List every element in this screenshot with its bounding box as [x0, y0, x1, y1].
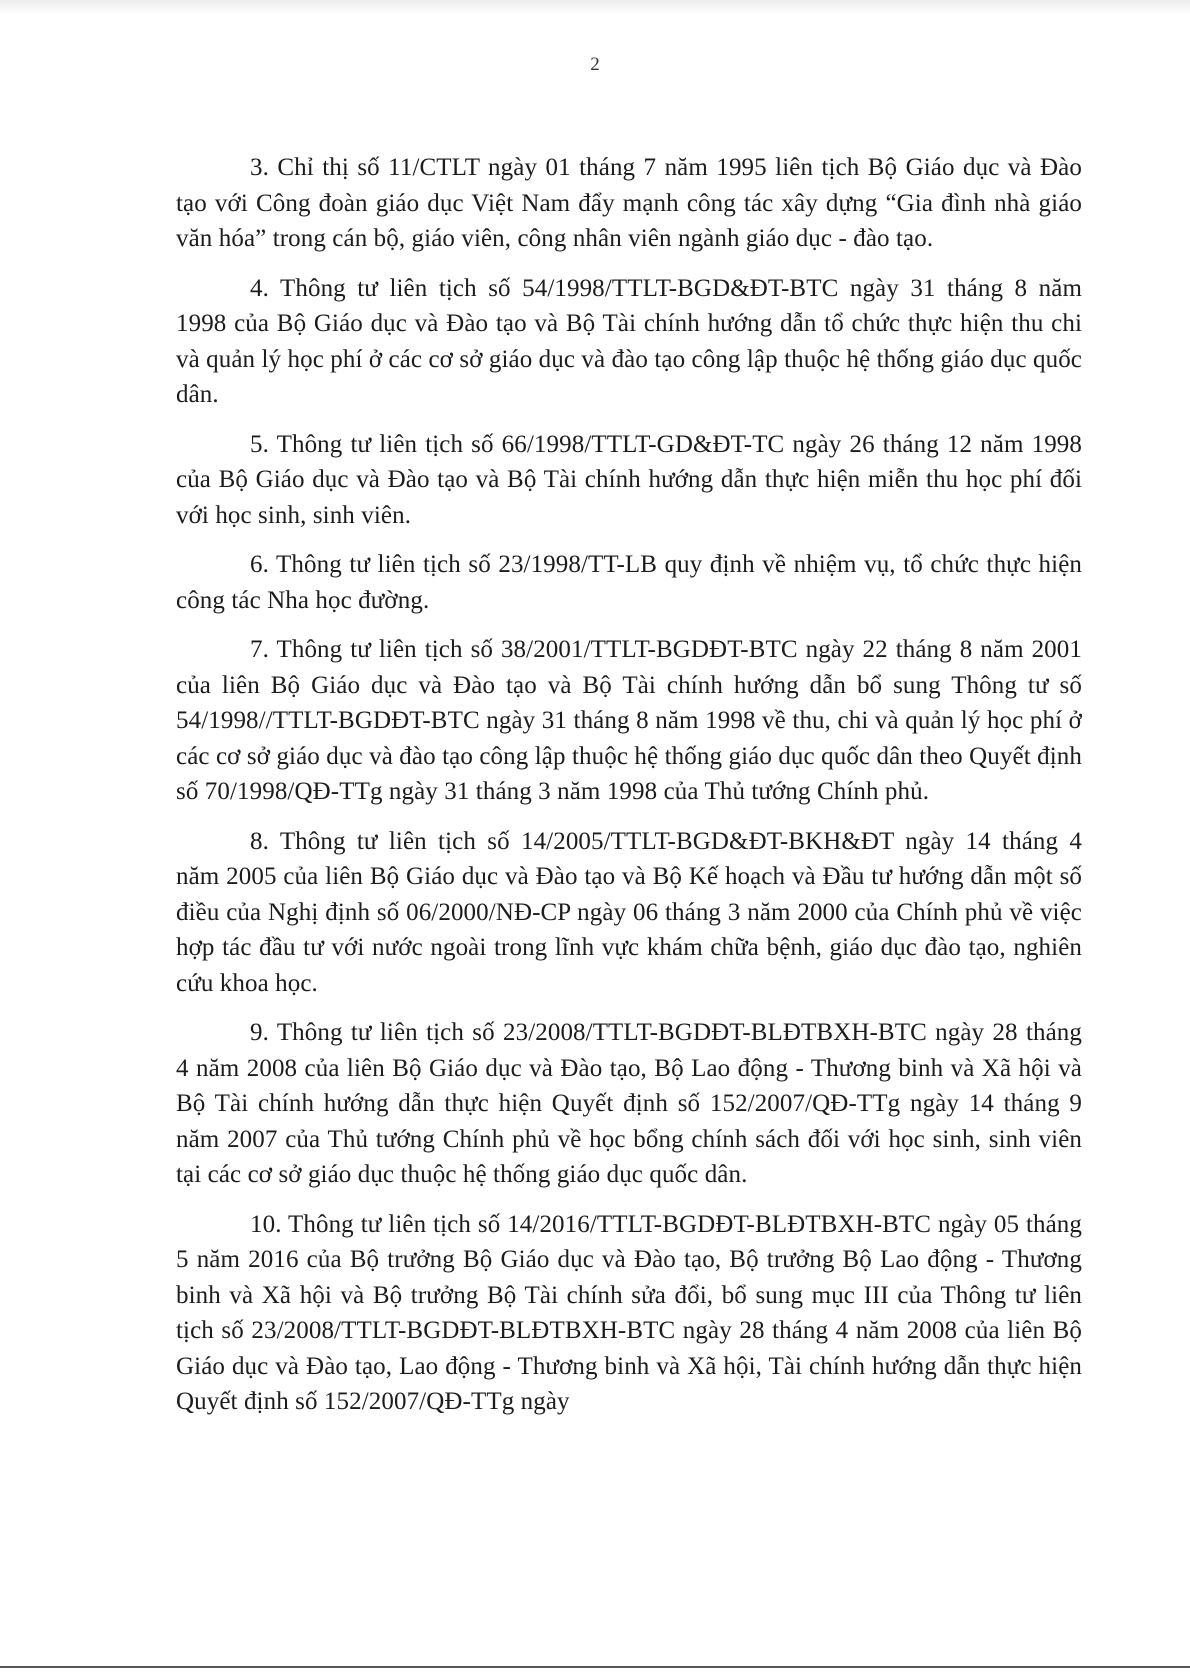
item-number: 10.	[250, 1210, 282, 1238]
list-item	[176, 427, 1082, 534]
item-number: 9.	[250, 1019, 269, 1046]
item-text: Thông tư liên tịch số 54/1998/TTLT-BGD&ĐT-BTC ngày 31 tháng 8 năm 1998 của Bộ Giáo dục và Đào tạo và Bộ Tài chính hướng dẫn tổ chức thực hiện thu chi và quản lý học phí ở các cơ sở giáo dục và đào tạo công lập thuộc hệ thống giáo dục quốc dân.	[176, 274, 1082, 408]
item-text: Thông tư liên tịch số 14/2016/TTLT-BGDĐT-BLĐTBXH-BTC ngày 05 tháng 5 năm 2016 của Bộ trưởng Bộ Giáo dục và Đào tạo, Bộ trưởng Bộ Lao động - Thương binh và Xã hội và Bộ trưởng Bộ Tài chính sửa đổi, bổ sung mục III của Thông tư liên tịch số 23/2008/TTLT-BGDĐT-BLĐTBXH-BTC ngày 28 tháng 4 năm 2008 của liên Bộ Giáo dục và Đào tạo, Lao động - Thương binh và Xã hội, Tài chính hướng dẫn thực hiện Quyết định số 152/2007/QĐ-TTg ngày	[176, 1210, 1082, 1415]
item-number: 6.	[250, 551, 269, 578]
scan-edge-top	[0, 0, 1190, 14]
item-text: Thông tư liên tịch số 23/1998/TT-LB quy định về nhiệm vụ, tổ chức thực hiện công tác Nha học đường.	[176, 551, 1082, 614]
item-text: Thông tư liên tịch số 23/2008/TTLT-BGDĐT-BLĐTBXH-BTC ngày 28 tháng 4 năm 2008 của liên Bộ Giáo dục và Đào tạo, Bộ Lao động - Thương binh và Xã hội và Bộ Tài chính hướng dẫn thực hiện Quyết định số 152/2007/QĐ-TTg ngày 14 tháng 9 năm 2007 của Thủ tướng Chính phủ về học bổng chính sách đối với học sinh, sinh viên tại các cơ sở giáo dục thuộc hệ thống giáo dục quốc dân.	[176, 1019, 1082, 1188]
item-text: Thông tư liên tịch số 38/2001/TTLT-BGDĐT-BTC ngày 22 tháng 8 năm 2001 của liên Bộ Giáo dục và Đào tạo và Bộ Tài chính hướng dẫn bổ sung Thông tư số 54/1998//TTLT-BGDĐT-BTC ngày 31 tháng 8 năm 1998 về thu, chi và quản lý học phí ở các cơ sở giáo dục và đào tạo công lập thuộc hệ thống giáo dục quốc dân theo Quyết định số 70/1998/QĐ-TTg ngày 31 tháng 3 năm 1998 của Thủ tướng Chính phủ.	[176, 636, 1082, 805]
list-item	[176, 1015, 1082, 1193]
item-text: Thông tư liên tịch số 14/2005/TTLT-BGD&ĐT-BKH&ĐT ngày 14 tháng 4 năm 2005 của liên Bộ Giáo dục và Đào tạo và Bộ Kế hoạch và Đầu tư hướng dẫn một số điều của Nghị định số 06/2000/NĐ-CP ngày 06 tháng 3 năm 2000 của Chính phủ về việc hợp tác đầu tư với nước ngoài trong lĩnh vực khám chữa bệnh, giáo dục đào tạo, nghiên cứu khoa học.	[176, 827, 1082, 997]
item-number: 8.	[250, 827, 269, 855]
list-item	[176, 632, 1082, 810]
item-number: 5.	[250, 430, 269, 458]
list-item	[176, 1207, 1082, 1420]
item-text: Chỉ thị số 11/CTLT ngày 01 tháng 7 năm 1995 liên tịch Bộ Giáo dục và Đào tạo với Công đoàn giáo dục Việt Nam đẩy mạnh công tác xây dựng “Gia đình nhà giáo văn hóa” trong cán bộ, giáo viên, công nhân viên ngành giáo dục - đào tạo.	[176, 154, 1082, 252]
item-number: 3.	[250, 154, 269, 181]
document-body	[176, 150, 1082, 1434]
page-number: 2	[590, 54, 600, 75]
list-item	[176, 150, 1082, 257]
item-text: Thông tư liên tịch số 66/1998/TTLT-GD&ĐT-TC ngày 26 tháng 12 năm 1998 của Bộ Giáo dục và Đào tạo và Bộ Tài chính hướng dẫn thực hiện miễn thu học phí đối với học sinh, sinh viên.	[176, 430, 1082, 529]
list-item	[176, 271, 1082, 413]
list-item	[176, 824, 1082, 1002]
item-number: 7.	[250, 636, 269, 663]
list-item	[176, 547, 1082, 618]
scan-edge-bottom	[0, 1666, 1190, 1668]
item-number: 4.	[250, 274, 269, 302]
